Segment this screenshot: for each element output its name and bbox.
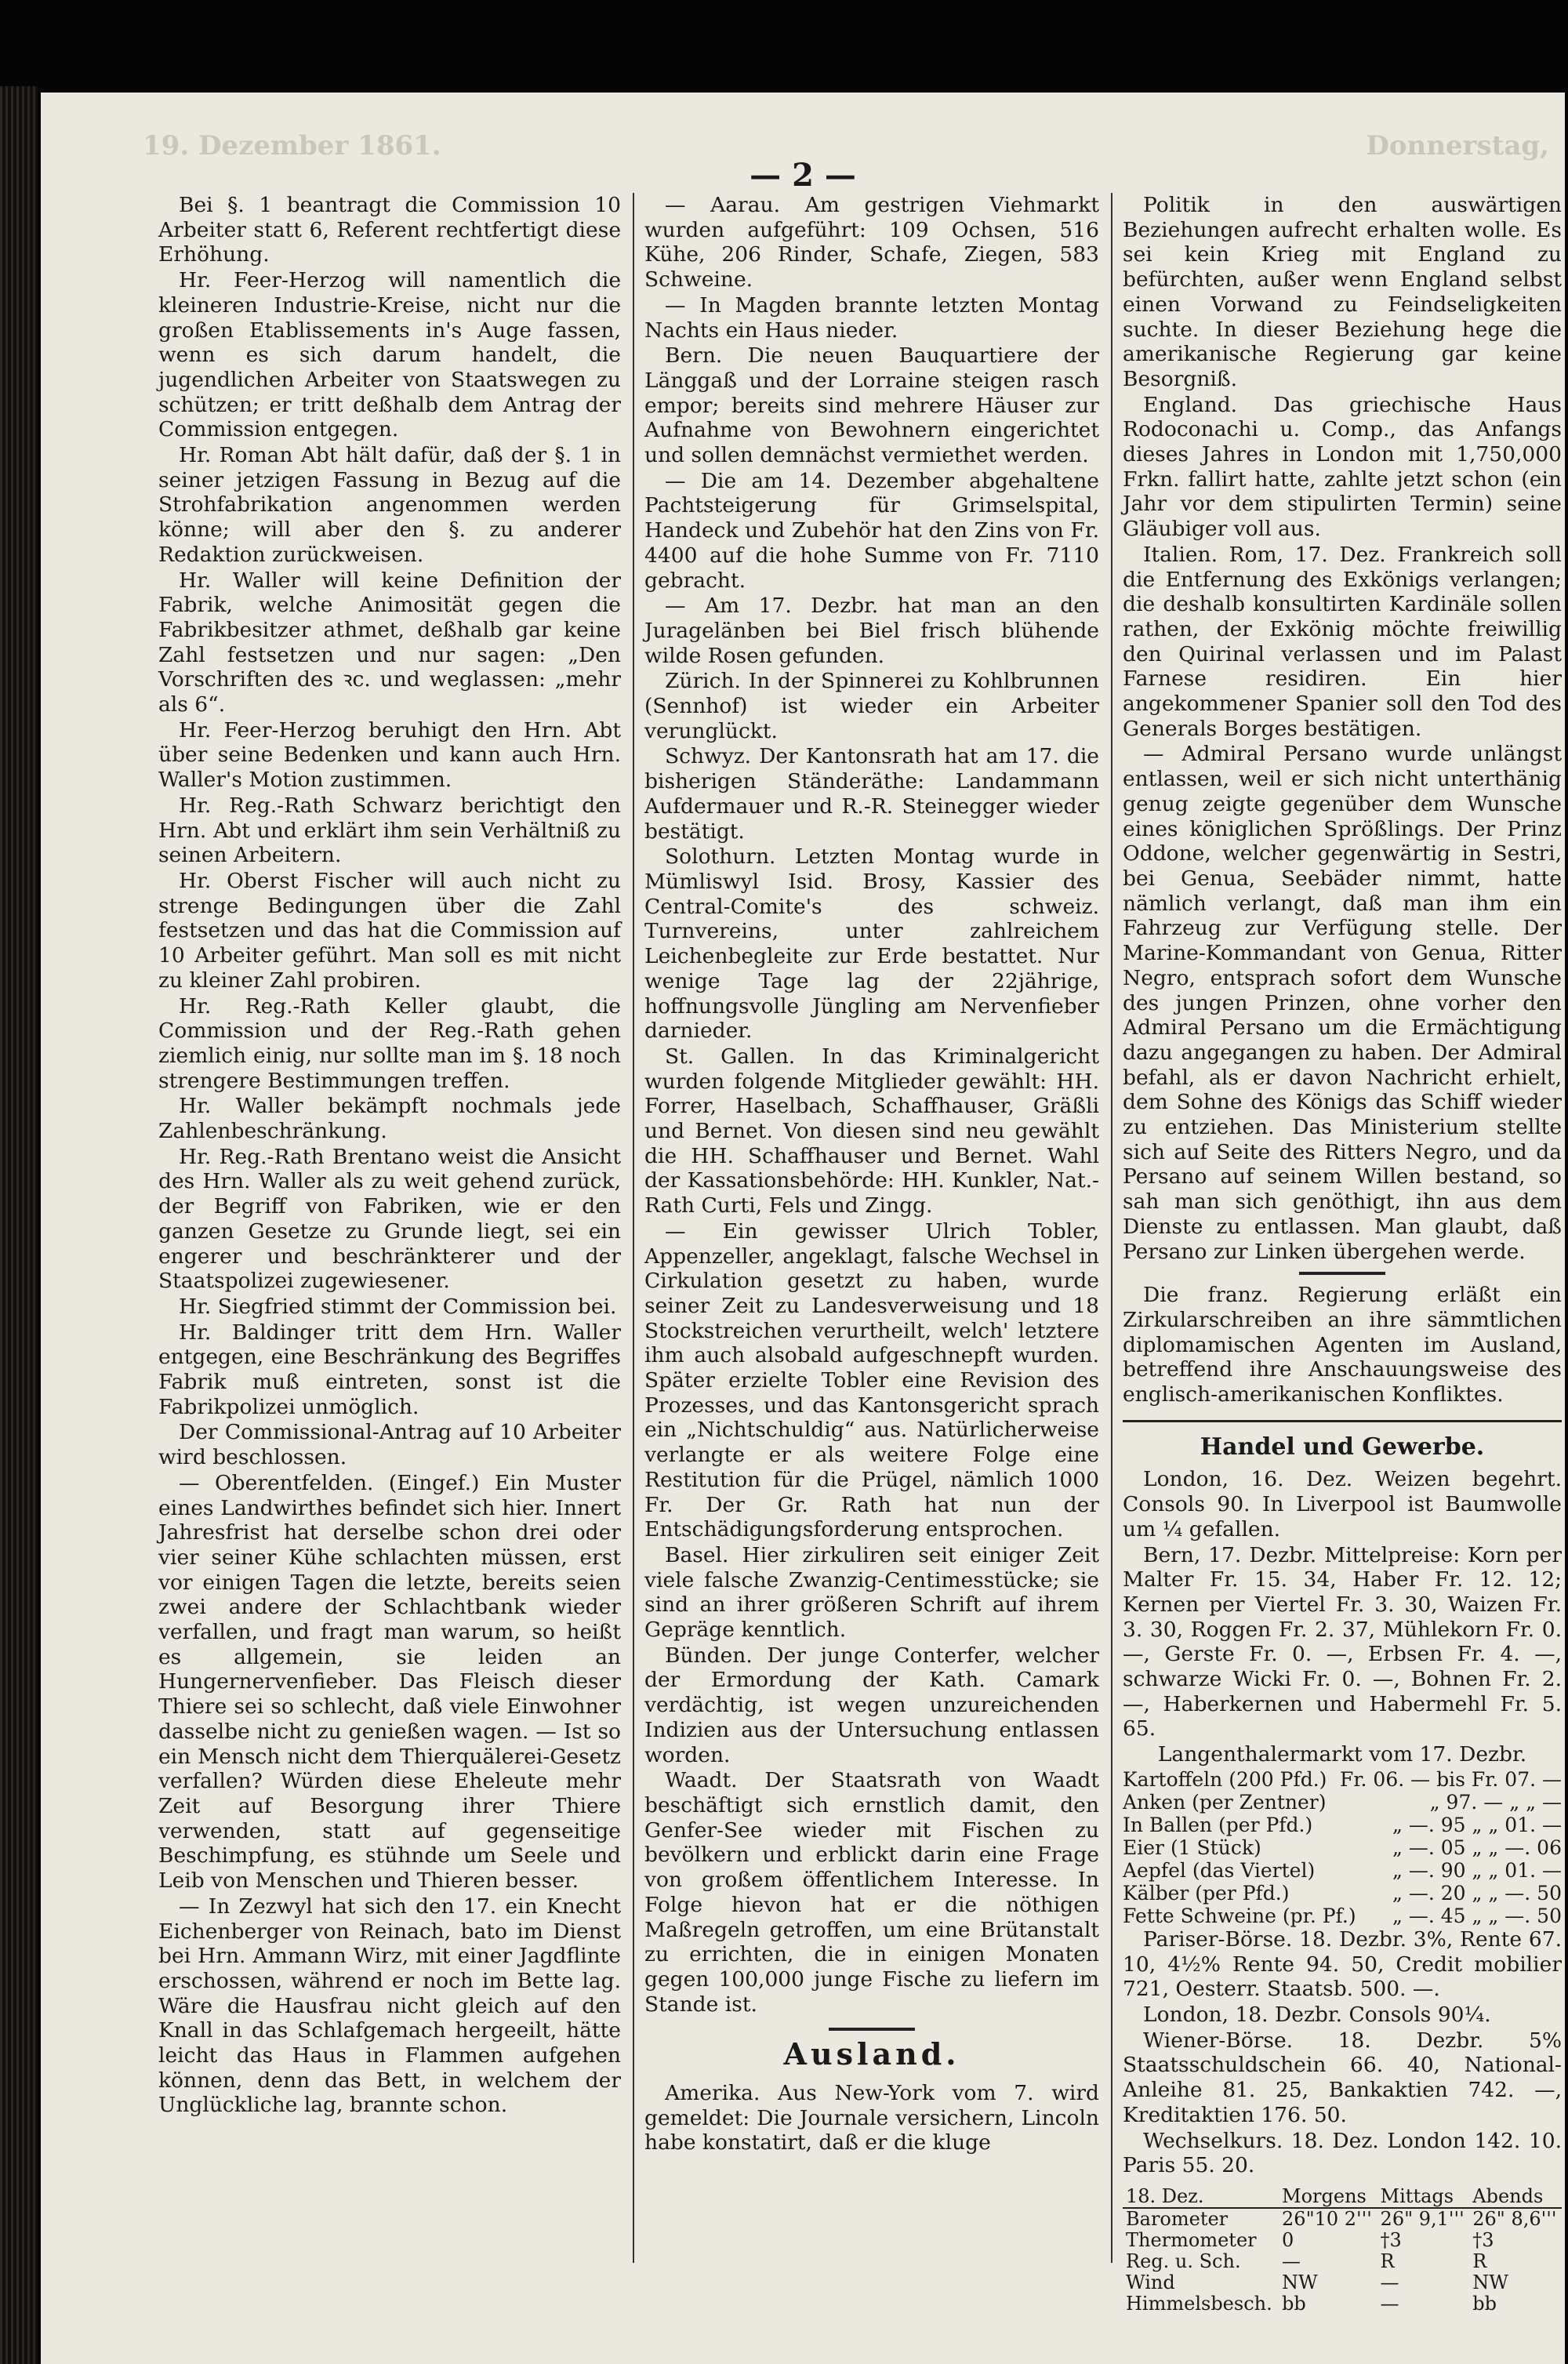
price-row: Eier (1 Stück) „ —. 05 „ „ —. 06 [1123,1836,1562,1859]
paragraph: — Oberentfelden. (Eingef.) Ein Muster eines Landwirthes befindet sich hier. Innert Jahresfrist hat derselbe schon drei oder vier seiner Kühe schlachten müssen, erst vor einigen Tagen die letzte, bereits seien zwei andere der Schlachtbank wieder verfallen, und fragt man warum, so heißt es allgemein, sie leiden an Hungernervenfieber. Das Fleisch dieser Thiere sei so schlecht, daß viele Einwohner dasselbe nicht zu genießen wagen. — Ist so ein Mensch nicht dem Thierquälerei-Gesetz verfallen? Würden diese Eheleute mehr Zeit auf Besorgung ihrer Thiere verwenden, statt auf gegenseitige Beschimpfung, es stühnde um Seele und Leib von Menschen und Thieren besser. [158,1470,621,1894]
paragraph: Hr. Siegfried stimmt der Commission bei. [179,1294,617,1319]
paragraph: — Admiral Persano wurde unlängst entlassen, weil er sich nicht unterthänig genug zeigte gegenüber dem Wunsche eines königlichen Sprößlings. Der Prinz Oddone, welcher gegenwärtig in Sestri, bei Genua, Seebäder nimmt, hatte nämlich verlangt, daß man ihm ein Fahrzeug zur Verfügung stelle. Der Marine-Kommandant von Genua, Ritter Negro, entsprach sofort dem Wunsche des jungen Prinzen, ohne vorher den Admiral Persano um die Ermächtigung dazu angegangen zu haben. Der Admiral befahl, als er davon Nachricht erhielt, dem Sohne des Königs das Schiff wieder zu entziehen. Das Ministerium stellte sich auf Seite des Ritters Negro, und da Persano auf seinem Willen bestand, so sah man sich genöthigt, ihn aus dem Dienste zu entlassen. Man glaubt, daß Persano zur Linken übergehen werde. [1123,742,1562,1264]
weather-row: Himmelsbesch. bb — bb [1126,2292,1497,2315]
weather-row: Wind NW — NW [1126,2271,1508,2293]
paragraph: Politik in den auswärtigen Beziehungen aufrecht erhalten wolle. Es sei kein Krieg mit England zu befürchten, außer wenn England selbst einen Vorwand zu Feindseligkeiten suchte. In dieser Beziehung hege die amerikanische Regierung gar keine Besorgniß. [1123,193,1562,391]
column-rule [1111,193,1112,2263]
price-row: Fette Schweine (pr. Pf.) „ —. 45 „ „ —. 50 [1123,1904,1562,1927]
paragraph: Hr. Oberst Fischer will auch nicht zu strenge Bedingungen über die Zahl festsetzen und das hat die Commission auf 10 Arbeiter geführt. Man soll es mit nicht zu kleiner Zahl probiren. [158,868,621,993]
paragraph: Zürich. In der Spinnerei zu Kohlbrunnen (Sennhof) ist wieder ein Arbeiter verunglückt. [644,669,1099,743]
section-heading-ausland: Ausland. [783,2036,960,2072]
paragraph: Waadt. Der Staatsrath von Waadt beschäftigt sich ernstlich damit, den Genfer-See wieder mit Fischen zu bevölkern und erblickt darin eine Frage von großem öffentlichem Interesse. In Folge hievon hat er die nöthigen Maßregeln getroffen, um eine Brütanstalt zu errichten, die in einigen Monaten gegen 100,000 junge Fische zu liefern im Stande ist. [644,1768,1099,2017]
paragraph: Solothurn. Letzten Montag wurde in Mümliswyl Isid. Brosy, Kassier des Central-Comite's des schweiz. Turnvereins, unter zahlreichem Leichenbegleite zur Erde bestattet. Nur wenige Tage lag der 22jährige, hoffnungsvolle Jüngling am Nervenfieber darnieder. [644,844,1099,1044]
paragraph: Hr. Waller bekämpft nochmals jede Zahlenbeschränkung. [158,1094,621,1144]
paragraph: — Aarau. Am gestrigen Viehmarkt wurden aufgeführt: 109 Ochsen, 516 Kühe, 206 Rinder, Schafe, Ziegen, 583 Schweine. [644,193,1099,292]
paragraph: Wiener-Börse. 18. Dezbr. 5% Staatsschuldschein 66. 40, National-Anleihe 81. 25, Bankaktien 742. —, Kreditaktien 176. 50. [1123,2028,1562,2127]
column-3 [1123,193,1562,2315]
paragraph: Hr. Waller will keine Definition der Fabrik, welche Animosität gegen die Fabrikbesitzer athmet, deßhalb gar keine Zahl festsetzen und nur sagen: „Den Vorschriften des ꝛc. und weglassen: „mehr als 6“. [158,568,621,717]
paragraph: — Ein gewisser Ulrich Tobler, Appenzeller, angeklagt, falsche Wechsel in Cirkulation gesetzt zu haben, wurde seiner Zeit zu Landesverweisung und 18 Stockstreichen verurtheilt, welch' letztere ihm auch alsobald aufgeschnepft wurden. Später erzielte Tobler eine Revision des Prozesses, und das Kantonsgericht sprach ein „Nichtschuldig“ aus. Natürlicherweise verlangte er als weitere Folge eine Restitution für die Prügel, nämlich 1000 Fr. Der Gr. Rath hat nun der Entschädigungsforderung entsprochen. [644,1218,1099,1542]
paragraph: Bern, 17. Dezbr. Mittelpreise: Korn per Malter Fr. 15. 34, Haber Fr. 12. 12; Kernen per Viertel Fr. 3. 30, Waizen Fr. 3. 30, Roggen Fr. 2. 37, Mühlekorn Fr. 0. —, Gerste Fr. 0. —, Erbsen Fr. 4. —, schwarze Wicki Fr. 0. —, Bohnen Fr. 2. —, Haberkernen und Habermehl Fr. 5. 65. [1123,1542,1562,1741]
paragraph: Hr. Reg.-Rath Brentano weist die Ansicht des Hrn. Waller als zu weit gehend zurück, der Begriff von Fabriken, wie er den ganzen Gesetze zu Grunde liegt, sei ein engerer und beschränkterer und der Staatspolizei zugewiesener. [158,1144,621,1294]
weather-header-cell: Abends [1469,2186,1562,2208]
section-separator [829,2028,915,2031]
price-row: Aepfel (das Viertel) „ —. 90 „ „ 01. — [1123,1858,1562,1882]
paragraph: Pariser-Börse. 18. Dezbr. 3%, Rente 67. 10, 4½% Rente 94. 50, Credit mobilier 721, Oesterr. Staatsb. 500. —. [1123,1926,1562,2002]
paragraph: Hr. Feer-Herzog will namentlich die kleineren Industrie-Kreise, nicht nur die großen Etablissements in's Auge fassen, wenn es sich darum handelt, die jugendlichen Arbeiter von Staatswegen zu schützen; er tritt deßhalb dem Antrag der Commission entgegen. [158,268,621,442]
weather-table [1123,2186,1562,2315]
paragraph: — Am 17. Dezbr. hat man an den Juragelänben bei Biel frisch blühende wilde Rosen gefunden. [644,594,1099,668]
weather-row: Reg. u. Sch. — R R [1126,2250,1487,2272]
paragraph: St. Gallen. In das Kriminalgericht wurden folgende Mitglieder gewählt: HH. Forrer, Haselbach, Schaffhauser, Gräßli und Bernet. Von diesen sind neu gewählt die HH. Schaffhauser und Bernet. Wahl der Kassationsbehörde: HH. Kunkler, Nat.-Rath Curti, Fels und Zingg. [644,1044,1099,1218]
weather-header-cell: Morgens [1279,2186,1377,2208]
paragraph: London, 16. Dez. Weizen begehrt. Consols 90. In Liverpool ist Baumwolle um ¼ gefallen. [1123,1467,1562,1542]
page-number: — 2 — [750,157,856,194]
paragraph: — Die am 14. Dezember abgehaltene Pachtsteigerung für Grimselspital, Handeck und Zubehör hat den Zins von Fr. 4400 auf die hohe Summe von Fr. 7110 gebracht. [644,468,1099,593]
section-rule [1123,1420,1562,1422]
paragraph: Der Commissional-Antrag auf 10 Arbeiter wird beschlossen. [158,1420,621,1470]
paragraph: Bünden. Der junge Conterfer, welcher der Ermordung der Kath. Camark verdächtig, ist wegen unzureichenden Indizien aus der Untersuchung entlassen worden. [644,1643,1099,1767]
weather-header-cell: 18. Dez. [1123,2186,1279,2208]
paragraph: Hr. Roman Abt hält dafür, daß der §. 1 in seiner jetzigen Fassung in Bezug auf die Strohfabrikation angenommen werden könne; will aber den §. zu anderer Redaktion zurückweisen. [158,443,621,567]
paragraph: London, 18. Dezbr. Consols 90¼. [1143,2003,1491,2027]
paragraph: Schwyz. Der Kantonsrath hat am 17. die bisherigen Ständeräthe: Landammann Aufdermauer und R.-R. Steinegger wieder bestätigt. [644,744,1099,844]
section-separator [1299,1272,1385,1275]
section-heading-handel: Handel und Gewerbe. [1200,1433,1485,1461]
weather-row: Barometer 26"10 2''' 26" 9,1''' 26" 8,6''' [1126,2207,1557,2230]
market-title: Langenthalermarkt vom 17. Dezbr. [1157,1742,1527,1767]
bleed-through-date: 19. Dezember 1861. [143,130,441,162]
paragraph: — In Zezwyl hat sich den 17. ein Knecht Eichenberger von Reinach, bato im Dienst bei Hrn. Ammann Wirz, mit einer Jagdflinte erschossen, während er noch im Bette lag. Wäre die Hausfrau nicht gleich auf den Knall in das Schlafgemach hergeeilt, hätte leicht das Haus in Flammen aufgehen können, denn das Bett, in welchem der Unglückliche lag, brannte schon. [158,1894,621,2118]
book-binding [0,86,38,2364]
paragraph: Bern. Die neuen Bauquartiere der Länggaß und der Lorraine steigen rasch empor; bereits sind mehrere Häuser zur Aufnahme von Bewohnern eingerichtet und sollen demnächst vermiethet werden. [644,343,1099,468]
paragraph: Hr. Baldinger tritt dem Hrn. Waller entgegen, eine Beschränkung des Begriffes Fabrik muß eintreten, sonst ist die Fabrikpolizei unmöglich. [158,1320,621,1419]
paragraph: Die franz. Regierung erläßt ein Zirkularschreiben an ihre sämmtlichen diplomamischen Agenten im Ausland, betreffend ihre Anschauungsweise des englisch-amerikanischen Konfliktes. [1123,1283,1562,1407]
paragraph: Hr. Reg.-Rath Keller glaubt, die Commission und der Reg.-Rath gehen ziemlich einig, nur sollte man im §. 18 noch strengere Bestimmungen treffen. [158,993,621,1093]
weather-header-row [1123,2186,1562,2208]
paragraph: Italien. Rom, 17. Dez. Frankreich soll die Entfernung des Exkönigs verlangen; die deshalb konsultirten Kardinäle sollen rathen, der Exkönig möchte freiwillig den Quirinal verlassen und im Palast Farnese residiren. Ein hier angekommener Spanier soll den Tod des Generals Borges bestätigen. [1123,542,1562,741]
price-row: Anken (per Zentner) „ 97. — „ „ — [1123,1790,1562,1814]
paragraph: Hr. Reg.-Rath Schwarz berichtigt den Hrn. Abt und erklärt ihm sein Verhältniß zu seinen Arbeitern. [158,793,621,868]
bleed-through-weekday: Donnerstag, [1366,130,1549,162]
paragraph: England. Das griechische Haus Rodoconachi u. Comp., das Anfangs dieses Jahres in London mit 1,750,000 Frkn. fallirt hatte, zahlte jetzt schon (ein Jahr vor dem stipulirten Termin) seine Gläubiger voll aus. [1123,392,1562,542]
column-1 [158,193,621,2119]
price-row: Kälber (per Pfd.) „ —. 20 „ „ —. 50 [1123,1881,1562,1905]
market-price-list [1123,1768,1562,1927]
paragraph: Bei §. 1 beantragt die Commission 10 Arbeiter statt 6, Referent rechtfertigt diese Erhöhung. [158,193,621,267]
column-2 [644,193,1099,2156]
paragraph: — In Magden brannte letzten Montag Nachts ein Haus nieder. [644,292,1099,343]
paragraph: Amerika. Aus New-York vom 7. wird gemeldet: Die Journale versichern, Lincoln habe konstatirt, daß er die kluge [644,2081,1099,2155]
paragraph: Hr. Feer-Herzog beruhigt den Hrn. Abt über seine Bedenken und kann auch Hrn. Waller's Motion zustimmen. [158,717,621,793]
column-rule [633,193,634,2263]
price-row: In Ballen (per Pfd.) „ —. 95 „ „ 01. — [1123,1813,1562,1836]
paragraph: Wechselkurs. 18. Dez. London 142. 10. Paris 55. 20. [1123,2128,1562,2178]
weather-row: Thermometer 0 †3 †3 [1126,2228,1494,2251]
paragraph: Basel. Hier zirkuliren seit einiger Zeit viele falsche Zwanzig-Centimesstücke; sie sind an ihrer größeren Schrift auf ihrem Gepräge kenntlich. [644,1542,1099,1643]
weather-header-cell: Mittags [1377,2186,1470,2208]
price-row: Kartoffeln (200 Pfd.) Fr. 06. — bis Fr. 07. — [1123,1767,1562,1791]
newspaper-page [41,93,1565,2364]
